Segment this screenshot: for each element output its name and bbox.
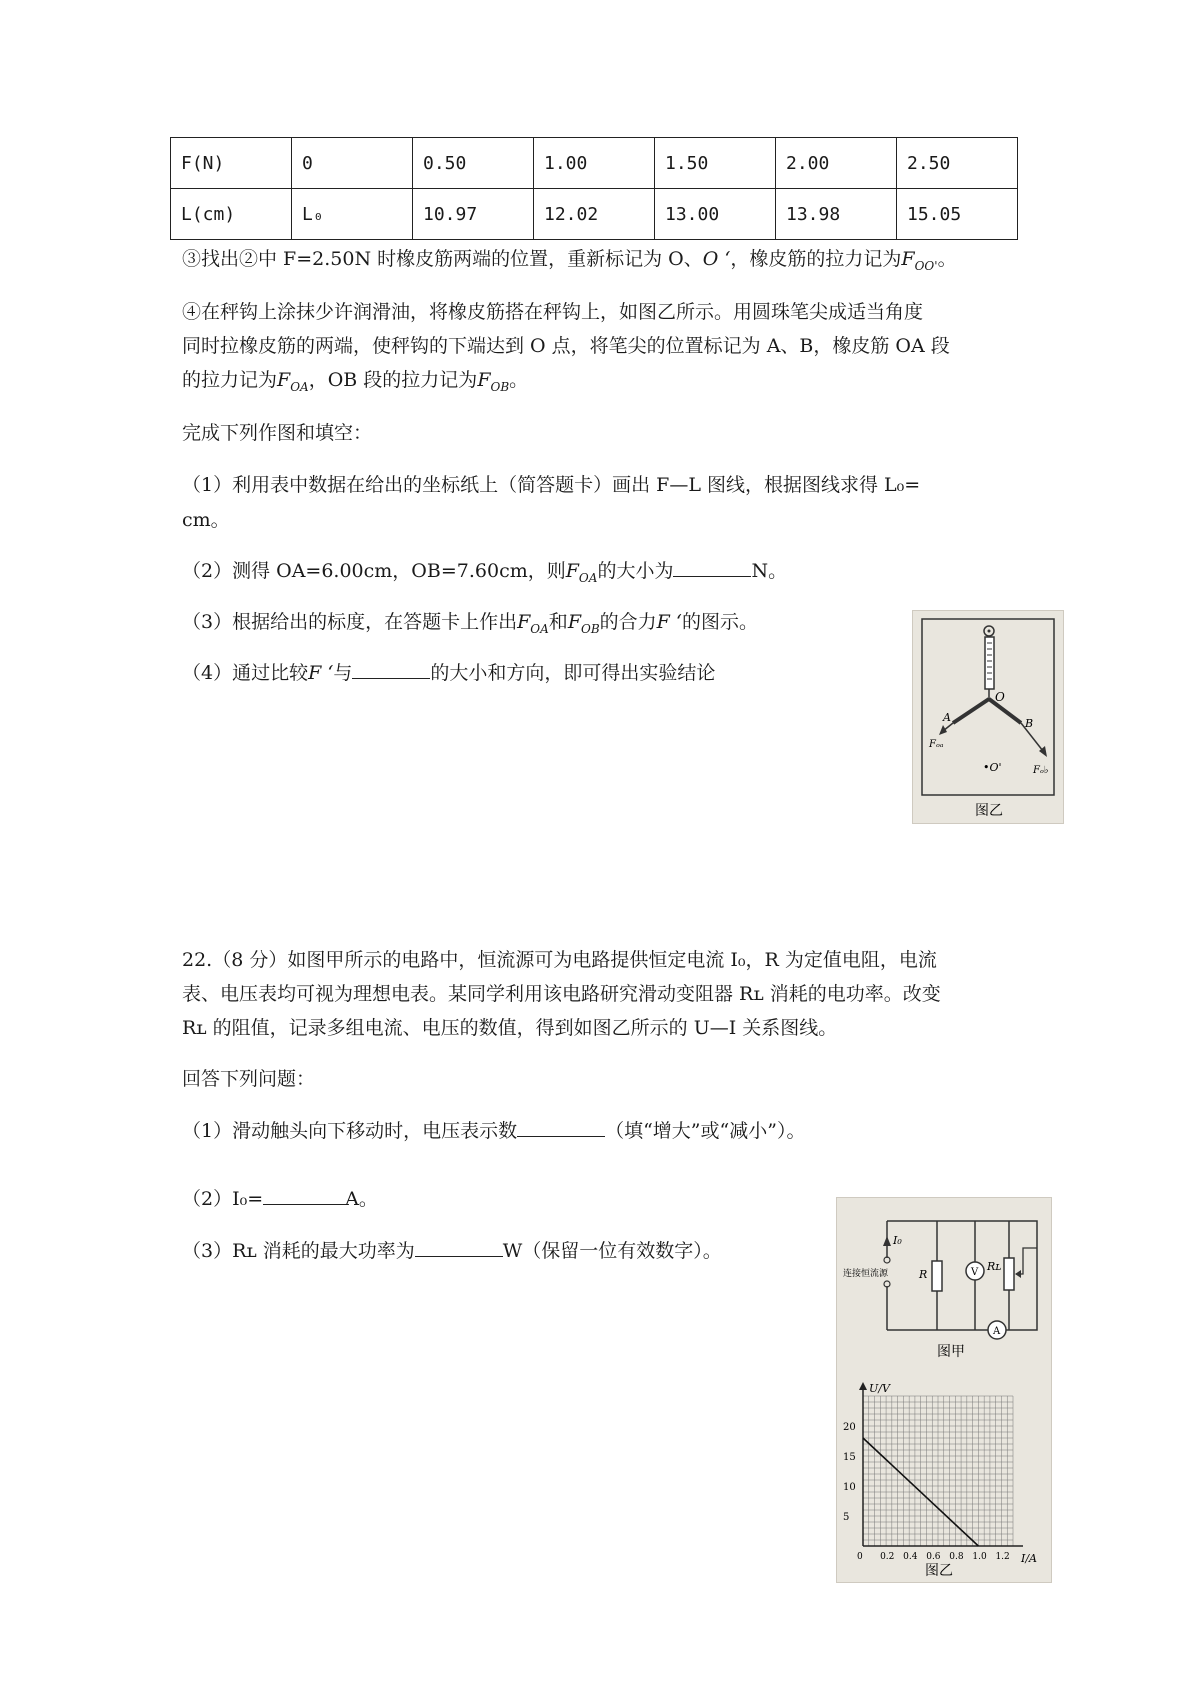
step4-line3: 的拉力记为$F_{OA}$，OB 段的拉力记为$F_{OB}$。 [182, 369, 529, 394]
instructions-text: 完成下列作图和填空： [182, 422, 373, 444]
y-axis-label: U/V [869, 1382, 890, 1395]
x-axis-label: I/A [1021, 1552, 1037, 1565]
q22-line2: 表、电压表均可视为理想电表。某同学利用该电路研究滑动变阻器 Rʟ 消耗的电功率。改变 [182, 983, 941, 1005]
table-cell: 0.50 [413, 138, 534, 189]
step3-text: ③找出②中 F=2.50N 时橡皮筋两端的位置，重新标记为 O、O ‘，橡皮筋的拉力记为$F_{OO'}$。 [182, 248, 957, 273]
x-tick-label: 0.8 [949, 1552, 964, 1562]
force-length-table [170, 137, 1018, 240]
graph-caption: 图乙 [925, 1563, 953, 1579]
answer-blank[interactable] [352, 658, 430, 679]
q21-part2: （2）测得 OA=6.00cm，OB=7.60cm，则$F_{OA}$的大小为 N。 [182, 556, 787, 593]
q22-intro: 回答下列问题： [182, 1068, 316, 1090]
y-axis-arrow [859, 1382, 867, 1390]
label-A-meter: A [993, 1326, 1001, 1337]
q22-part3: （3）Rʟ 消耗的最大功率为 W（保留一位有效数字）。 [182, 1236, 722, 1266]
x-tick-label: 0.4 [903, 1552, 918, 1562]
q22-part2: （2）I₀= A。 [182, 1184, 378, 1214]
q22-line3: Rʟ 的阻值，记录多组电流、电压的数值，得到如图乙所示的 U—I 关系图线。 [182, 1017, 838, 1039]
table-cell: 10.97 [413, 189, 534, 240]
step4-line2: 同时拉橡皮筋的两端，使秤钩的下端达到 O 点，将笔尖的位置标记为 A、B，橡皮筋 OA 段 [182, 335, 950, 357]
label-V: V [971, 1267, 979, 1278]
table-cell: 1.00 [534, 138, 655, 189]
table-cell: 2.50 [897, 138, 1018, 189]
y-tick-label: 10 [843, 1482, 856, 1493]
x-tick-label: 0 [857, 1552, 863, 1562]
x-tick-label: 0.6 [926, 1552, 941, 1562]
table-cell: 1.50 [655, 138, 776, 189]
q22-line1: 22.（8 分）如图甲所示的电路中，恒流源可为电路提供恒定电流 I₀，R 为定值电阻，电流 [182, 949, 937, 971]
table-header-cell: L(cm) [171, 189, 292, 240]
label-A: A [943, 711, 951, 724]
table-row-length [171, 189, 1018, 240]
x-tick-label: 0.2 [880, 1552, 895, 1562]
label-O-prime: •O' [983, 761, 1002, 774]
label-Fob: Fₒ♭ [1033, 765, 1049, 776]
answer-blank[interactable] [415, 1236, 503, 1257]
y-tick-label: 5 [843, 1512, 850, 1523]
table-cell: 13.00 [655, 189, 776, 240]
answer-blank[interactable] [673, 556, 751, 577]
table-cell: 0 [292, 138, 413, 189]
table-header-cell: F(N) [171, 138, 292, 189]
label-O: O [995, 690, 1005, 704]
label-B: B [1025, 717, 1034, 730]
q22-part1: （1）滑动触头向下移动时，电压表示数 （填“增大”或“减小”）。 [182, 1116, 805, 1146]
label-source: 连接恒流源 [843, 1269, 889, 1279]
step4-line1: ④在秤钩上涂抹少许润滑油，将橡皮筋搭在秤钩上，如图乙所示。用圆珠笔尖成适当角度 [182, 301, 924, 323]
table-cell: 12.02 [534, 189, 655, 240]
answer-blank[interactable] [263, 1184, 345, 1205]
figure-caption: 图乙 [975, 803, 1003, 819]
table-cell: 2.00 [776, 138, 897, 189]
circuit-caption: 图甲 [937, 1344, 965, 1360]
figure-circuit-and-graph [836, 1197, 1052, 1583]
label-I0: I₀ [893, 1234, 902, 1247]
x-tick-label: 1.0 [972, 1552, 987, 1562]
q21-part1-line2: cm。 [182, 509, 230, 531]
answer-blank[interactable] [517, 1116, 605, 1137]
q21-part4: （4）通过比较F ‘与 的大小和方向，即可得出实验结论 [182, 658, 715, 688]
label-R: R [919, 1268, 928, 1281]
circuit-diagram [837, 1198, 1051, 1368]
figure-spring-scale [912, 610, 1064, 824]
label-Foa: Fₒₐ [929, 739, 944, 750]
table-cell: 13.98 [776, 189, 897, 240]
q21-part3: （3）根据给出的标度，在答题卡上作出$F_{OA}$和$F_{OB}$的合力F ‘的图示。 [182, 611, 758, 636]
u-i-graph [837, 1368, 1051, 1582]
spring-scale-diagram [913, 611, 1063, 823]
table-cell: 15.05 [897, 189, 1018, 240]
table-cell: L₀ [292, 189, 413, 240]
q21-part1-line1: （1）利用表中数据在给出的坐标纸上（简答题卡）画出 F—L 图线，根据图线求得 L₀= [182, 474, 921, 496]
x-tick-label: 1.2 [995, 1552, 1010, 1562]
y-tick-label: 20 [843, 1422, 856, 1433]
y-tick-label: 15 [843, 1452, 856, 1463]
label-RL: Rʟ [987, 1260, 1002, 1273]
table-row-force [171, 138, 1018, 189]
